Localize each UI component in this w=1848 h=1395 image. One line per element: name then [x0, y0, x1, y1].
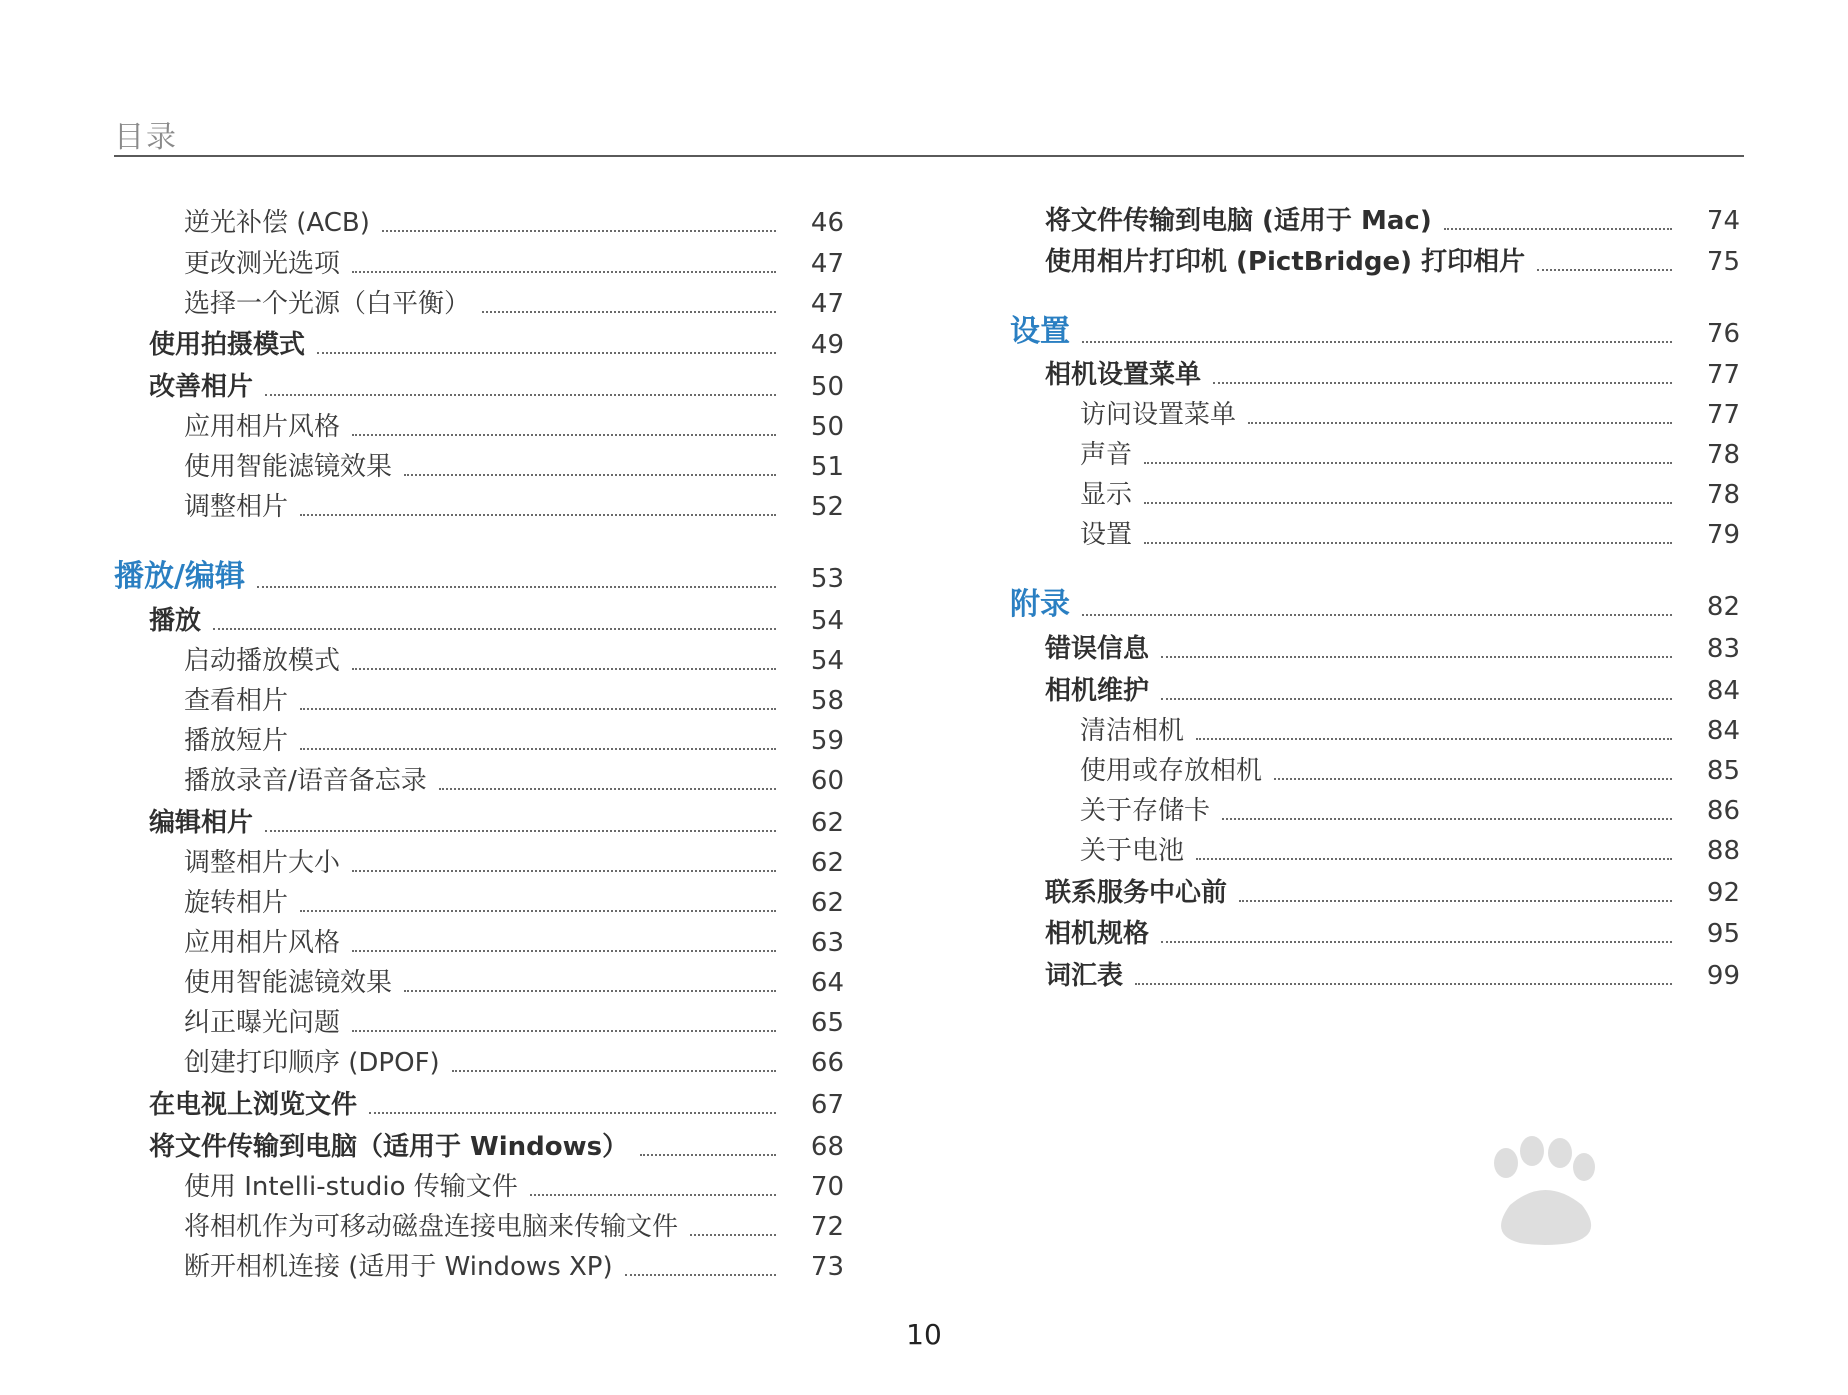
dot-leader: [317, 352, 776, 354]
dot-leader: [1196, 858, 1672, 860]
toc-entry-page-number: 65: [810, 1008, 844, 1038]
toc-entry-page-number: 79: [1706, 520, 1740, 550]
toc-entry-title: 使用拍摄模式: [149, 330, 306, 360]
dot-leader: [257, 586, 776, 588]
dot-leader: [439, 788, 776, 790]
toc-entry-page-number: 77: [1706, 400, 1740, 430]
toc-entry-title: 词汇表: [1045, 961, 1124, 991]
toc-entry[interactable]: [1010, 824, 1740, 864]
dot-leader: [1274, 778, 1672, 780]
toc-entry-page-number: 84: [1706, 676, 1740, 706]
toc-entry-title: 清洁相机: [1080, 716, 1185, 746]
toc-entry[interactable]: [114, 754, 844, 794]
dot-leader: [300, 708, 776, 710]
toc-entry-title: 显示: [1080, 480, 1133, 510]
toc-entry-title: 附录: [1010, 587, 1070, 622]
toc-entry[interactable]: [114, 876, 844, 916]
header-divider: [114, 155, 1744, 157]
toc-entry-title: 将文件传输到电脑 (适用于 Mac): [1045, 206, 1432, 236]
toc-entry-title: 关于电池: [1080, 836, 1185, 866]
toc-entry-title: 播放/编辑: [114, 559, 245, 594]
toc-entry[interactable]: [1010, 508, 1740, 548]
toc-entry[interactable]: [114, 1078, 844, 1118]
dot-leader: [1082, 341, 1672, 343]
toc-entry-page-number: 78: [1706, 440, 1740, 470]
dot-leader: [404, 474, 776, 476]
dot-leader: [452, 1070, 776, 1072]
toc-entry-page-number: 50: [810, 412, 844, 442]
page-title: 目录: [114, 120, 178, 155]
toc-entry-page-number: 70: [810, 1172, 844, 1202]
toc-entry-title: 启动播放模式: [184, 646, 341, 676]
dot-leader: [352, 1030, 776, 1032]
dot-leader: [482, 311, 776, 313]
toc-entry[interactable]: [114, 480, 844, 520]
dot-leader: [382, 230, 776, 232]
toc-entry[interactable]: [1010, 468, 1740, 508]
toc-entry-page-number: 46: [810, 208, 844, 238]
dot-leader: [625, 1274, 776, 1276]
toc-entry[interactable]: [114, 237, 844, 277]
toc-entry-title: 使用智能滤镜效果: [184, 452, 393, 482]
toc-entry-page-number: 60: [810, 766, 844, 796]
toc-entry-page-number: 85: [1706, 756, 1740, 786]
toc-entry-title: 应用相片风格: [184, 928, 341, 958]
toc-entry[interactable]: [1010, 235, 1740, 275]
page-number: 10: [906, 1318, 942, 1351]
toc-entry[interactable]: [114, 1160, 844, 1200]
toc-entry[interactable]: [114, 916, 844, 956]
toc-entry-page-number: 95: [1706, 919, 1740, 949]
dot-leader: [300, 748, 776, 750]
toc-entry[interactable]: [1010, 744, 1740, 784]
toc-entry-page-number: 51: [810, 452, 844, 482]
toc-entry-page-number: 47: [810, 249, 844, 279]
toc-entry-page-number: 62: [810, 888, 844, 918]
dot-leader: [352, 668, 776, 670]
toc-entry-page-number: 62: [810, 848, 844, 878]
dot-leader: [1144, 502, 1672, 504]
dot-leader: [352, 950, 776, 952]
dot-leader: [690, 1234, 776, 1236]
toc-entry-page-number: 92: [1706, 878, 1740, 908]
dot-leader: [1144, 462, 1672, 464]
toc-entry-title: 相机设置菜单: [1045, 360, 1202, 390]
toc-entry[interactable]: [114, 440, 844, 480]
dot-leader: [1144, 542, 1672, 544]
toc-entry-title: 逆光补偿 (ACB): [184, 208, 370, 238]
toc-entry-page-number: 99: [1706, 961, 1740, 991]
toc-entry[interactable]: [1010, 704, 1740, 744]
toc-entry[interactable]: [1010, 348, 1740, 388]
dot-leader: [1248, 422, 1672, 424]
dot-leader: [1537, 269, 1672, 271]
toc-entry-title: 错误信息: [1045, 634, 1150, 664]
toc-entry-page-number: 77: [1706, 360, 1740, 390]
toc-entry-title: 使用 Intelli-studio 传输文件: [184, 1172, 518, 1202]
toc-entry-title: 设置: [1010, 314, 1070, 349]
toc-entry-page-number: 75: [1706, 247, 1740, 277]
toc-entry[interactable]: [114, 277, 844, 317]
toc-entry-title: 编辑相片: [149, 808, 254, 838]
toc-entry[interactable]: [1010, 388, 1740, 428]
toc-section-heading[interactable]: [1010, 307, 1740, 347]
toc-entry-page-number: 63: [810, 928, 844, 958]
toc-entry-page-number: 78: [1706, 480, 1740, 510]
toc-entry[interactable]: [114, 196, 844, 236]
toc-entry-title: 纠正曝光问题: [184, 1008, 341, 1038]
toc-entry-page-number: 47: [810, 289, 844, 319]
toc-entry-title: 播放录音/语音备忘录: [184, 766, 427, 796]
toc-entry[interactable]: [1010, 622, 1740, 662]
toc-entry[interactable]: [114, 634, 844, 674]
dot-leader: [1444, 228, 1672, 230]
dot-leader: [1239, 900, 1672, 902]
toc-entry[interactable]: [1010, 194, 1740, 234]
toc-entry-page-number: 64: [810, 968, 844, 998]
dot-leader: [1161, 656, 1672, 658]
toc-entry-title: 在电视上浏览文件: [149, 1090, 358, 1120]
toc-entry-page-number: 72: [810, 1212, 844, 1242]
dot-leader: [265, 394, 776, 396]
toc-entry[interactable]: [1010, 664, 1740, 704]
toc-entry-title: 调整相片: [184, 492, 289, 522]
toc-entry-page-number: 68: [810, 1132, 844, 1162]
toc-entry-title: 相机规格: [1045, 919, 1150, 949]
dot-leader: [1161, 941, 1672, 943]
toc-entry[interactable]: [114, 318, 844, 358]
toc-entry[interactable]: [114, 594, 844, 634]
toc-entry-title: 声音: [1080, 440, 1133, 470]
toc-entry-page-number: 49: [810, 330, 844, 360]
toc-entry-title: 播放: [149, 606, 202, 636]
toc-entry-page-number: 74: [1706, 206, 1740, 236]
dot-leader: [352, 434, 776, 436]
toc-entry-title: 将文件传输到电脑（适用于 Windows）: [149, 1132, 629, 1162]
dot-leader: [1196, 738, 1672, 740]
toc-entry[interactable]: [1010, 949, 1740, 989]
toc-entry-page-number: 54: [810, 606, 844, 636]
toc-entry[interactable]: [114, 714, 844, 754]
toc-entry[interactable]: [114, 1240, 844, 1280]
toc-section-heading[interactable]: [1010, 580, 1740, 620]
toc-entry[interactable]: [114, 956, 844, 996]
dot-leader: [640, 1154, 776, 1156]
toc-entry-title: 使用智能滤镜效果: [184, 968, 393, 998]
dot-leader: [1082, 614, 1672, 616]
dot-leader: [352, 870, 776, 872]
dot-leader: [369, 1112, 776, 1114]
toc-entry[interactable]: [114, 996, 844, 1036]
toc-entry-title: 联系服务中心前: [1045, 878, 1228, 908]
toc-entry-title: 相机维护: [1045, 676, 1150, 706]
toc-entry-page-number: 58: [810, 686, 844, 716]
toc-entry-title: 创建打印顺序 (DPOF): [184, 1048, 440, 1078]
toc-entry-page-number: 84: [1706, 716, 1740, 746]
toc-entry[interactable]: [1010, 428, 1740, 468]
toc-entry-page-number: 50: [810, 372, 844, 402]
dot-leader: [1161, 698, 1672, 700]
toc-entry-title: 旋转相片: [184, 888, 289, 918]
toc-entry-page-number: 62: [810, 808, 844, 838]
toc-entry[interactable]: [114, 674, 844, 714]
dot-leader: [300, 514, 776, 516]
toc-entry[interactable]: [1010, 784, 1740, 824]
toc-entry-page-number: 83: [1706, 634, 1740, 664]
toc-entry[interactable]: [1010, 907, 1740, 947]
toc-entry-title: 应用相片风格: [184, 412, 341, 442]
dot-leader: [530, 1194, 776, 1196]
toc-entry[interactable]: [114, 400, 844, 440]
toc-entry-title: 设置: [1080, 520, 1133, 550]
toc-entry-page-number: 59: [810, 726, 844, 756]
toc-entry-page-number: 86: [1706, 796, 1740, 826]
toc-entry-title: 访问设置菜单: [1080, 400, 1237, 430]
toc-entry-title: 使用或存放相机: [1080, 756, 1263, 786]
toc-entry-page-number: 76: [1706, 319, 1740, 349]
dot-leader: [1213, 382, 1672, 384]
toc-entry[interactable]: [114, 836, 844, 876]
dot-leader: [352, 271, 776, 273]
toc-entry-title: 更改测光选项: [184, 249, 341, 279]
toc-entry-title: 关于存储卡: [1080, 796, 1211, 826]
toc-entry[interactable]: [114, 1120, 844, 1160]
toc-entry-page-number: 67: [810, 1090, 844, 1120]
dot-leader: [404, 990, 776, 992]
toc-entry-title: 改善相片: [149, 372, 254, 402]
toc-entry[interactable]: [1010, 866, 1740, 906]
toc-entry-page-number: 88: [1706, 836, 1740, 866]
toc-entry-page-number: 52: [810, 492, 844, 522]
dot-leader: [300, 910, 776, 912]
dot-leader: [1135, 983, 1672, 985]
toc-entry[interactable]: [114, 796, 844, 836]
toc-entry-page-number: 82: [1706, 592, 1740, 622]
dot-leader: [265, 830, 776, 832]
toc-entry[interactable]: [114, 360, 844, 400]
toc-entry-title: 使用相片打印机 (PictBridge) 打印相片: [1045, 247, 1526, 277]
toc-entry[interactable]: [114, 1036, 844, 1076]
dot-leader: [1222, 818, 1672, 820]
toc-section-heading[interactable]: [114, 552, 844, 592]
toc-entry[interactable]: [114, 1200, 844, 1240]
toc-entry-title: 播放短片: [184, 726, 289, 756]
toc-entry-page-number: 66: [810, 1048, 844, 1078]
toc-entry-title: 选择一个光源（白平衡）: [184, 289, 471, 319]
toc-entry-title: 查看相片: [184, 686, 289, 716]
toc-entry-page-number: 53: [810, 564, 844, 594]
baidu-watermark-logo: [1320, 1135, 1760, 1335]
toc-entry-page-number: 73: [810, 1252, 844, 1282]
toc-entry-page-number: 54: [810, 646, 844, 676]
toc-entry-title: 将相机作为可移动磁盘连接电脑来传输文件: [184, 1212, 679, 1242]
toc-entry-title: 调整相片大小: [184, 848, 341, 878]
toc-entry-title: 断开相机连接 (适用于 Windows XP): [184, 1252, 613, 1282]
dot-leader: [213, 628, 776, 630]
